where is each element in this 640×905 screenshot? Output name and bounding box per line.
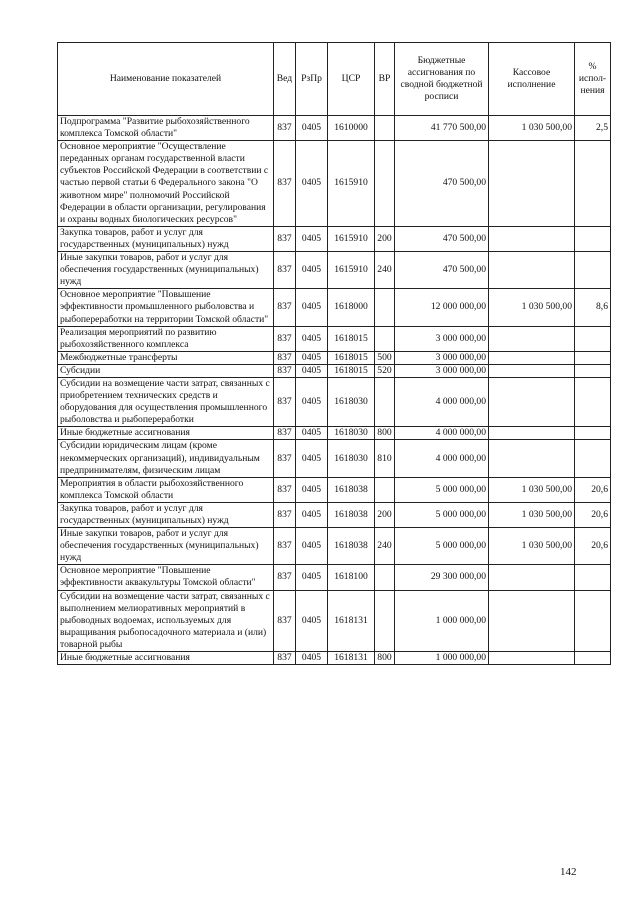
cell-vr: 500 [375,351,395,364]
table-row [58,652,611,665]
cell-budget: 12 000 000,00 [395,289,489,326]
cell-ved: 837 [274,326,296,351]
cell-ved: 837 [274,528,296,565]
cell-vr [375,141,395,227]
cell-name: Межбюджетные трансферты [58,351,274,364]
cell-budget: 1 000 000,00 [395,652,489,665]
table-row [58,502,611,527]
cell-cash: 1 030 500,00 [489,289,575,326]
cell-cash [489,252,575,289]
cell-pct [575,141,611,227]
cell-pct [575,252,611,289]
cell-budget: 470 500,00 [395,226,489,251]
header-budget: Бюджетные ассигнования по сводной бюджетной росписи [395,43,489,116]
table-row [58,528,611,565]
budget-execution-table [57,42,611,665]
cell-rzpr: 0405 [296,477,328,502]
cell-ved: 837 [274,289,296,326]
cell-vr [375,590,395,651]
header-name: Наименование показателей [58,43,274,116]
header-cash: Кассовое исполнение [489,43,575,116]
cell-pct: 20,6 [575,528,611,565]
cell-pct: 2,5 [575,116,611,141]
cell-csr: 1618030 [328,377,375,426]
cell-name: Субсидии на возмещение части затрат, связанных с выполнением мелиоративных мероприятий в рыбоводных водоемах, используемых для выращивания рыбопосадочного материала и (или) товарной рыбы [58,590,274,651]
cell-rzpr: 0405 [296,590,328,651]
cell-ved: 837 [274,252,296,289]
cell-cash [489,590,575,651]
cell-csr: 1618000 [328,289,375,326]
cell-ved: 837 [274,477,296,502]
cell-vr [375,565,395,590]
table-row [58,477,611,502]
cell-rzpr: 0405 [296,565,328,590]
cell-rzpr: 0405 [296,528,328,565]
cell-pct [575,226,611,251]
cell-pct [575,364,611,377]
cell-rzpr: 0405 [296,364,328,377]
cell-csr: 1615910 [328,141,375,227]
cell-rzpr: 0405 [296,252,328,289]
cell-pct: 20,6 [575,502,611,527]
cell-vr [375,326,395,351]
cell-cash [489,351,575,364]
cell-rzpr: 0405 [296,427,328,440]
cell-name: Субсидии [58,364,274,377]
cell-ved: 837 [274,377,296,426]
cell-csr: 1610000 [328,116,375,141]
header-csr: ЦСР [328,43,375,116]
cell-budget: 5 000 000,00 [395,528,489,565]
cell-cash [489,377,575,426]
cell-vr: 240 [375,252,395,289]
cell-budget: 3 000 000,00 [395,326,489,351]
cell-pct [575,440,611,477]
cell-rzpr: 0405 [296,351,328,364]
cell-cash [489,141,575,227]
cell-vr [375,377,395,426]
cell-name: Основное мероприятие "Осуществление переданных органам государственной власти субъектов Российской Федерации в соответствии с частью первой статьи 6 Федерального закона "О животном мире" полномочий Российской Федерации в области организации, регулирования и охраны водных биологических ресурсов" [58,141,274,227]
cell-rzpr: 0405 [296,502,328,527]
cell-csr: 1618131 [328,590,375,651]
cell-rzpr: 0405 [296,116,328,141]
cell-csr: 1618038 [328,528,375,565]
cell-vr: 800 [375,427,395,440]
table-row [58,326,611,351]
table-row [58,289,611,326]
header-ved: Вед [274,43,296,116]
cell-vr: 200 [375,226,395,251]
cell-rzpr: 0405 [296,652,328,665]
cell-csr: 1618038 [328,502,375,527]
cell-budget: 5 000 000,00 [395,502,489,527]
cell-pct [575,590,611,651]
cell-csr: 1615910 [328,226,375,251]
cell-pct [575,427,611,440]
cell-name: Иные закупки товаров, работ и услуг для обеспечения государственных (муниципальных) нужд [58,252,274,289]
cell-csr: 1618015 [328,364,375,377]
cell-cash: 1 030 500,00 [489,528,575,565]
cell-vr: 200 [375,502,395,527]
cell-pct [575,565,611,590]
cell-vr: 800 [375,652,395,665]
cell-csr: 1618015 [328,326,375,351]
cell-name: Основное мероприятие "Повышение эффективности промышленного рыболовства и рыбопереработки на территории Томской области" [58,289,274,326]
cell-csr: 1618038 [328,477,375,502]
cell-cash [489,565,575,590]
cell-ved: 837 [274,351,296,364]
cell-name: Закупка товаров, работ и услуг для государственных (муниципальных) нужд [58,502,274,527]
cell-cash [489,652,575,665]
cell-csr: 1618030 [328,427,375,440]
cell-pct: 8,6 [575,289,611,326]
cell-budget: 1 000 000,00 [395,590,489,651]
table-row [58,364,611,377]
cell-cash [489,326,575,351]
cell-name: Подпрограмма "Развитие рыбохозяйственного комплекса Томской области" [58,116,274,141]
cell-csr: 1618100 [328,565,375,590]
table-row [58,141,611,227]
cell-cash [489,427,575,440]
table-body [58,116,611,665]
cell-vr: 810 [375,440,395,477]
cell-name: Основное мероприятие "Повышение эффективности аквакультуры Томской области" [58,565,274,590]
cell-budget: 470 500,00 [395,141,489,227]
cell-cash: 1 030 500,00 [489,477,575,502]
cell-vr [375,289,395,326]
cell-rzpr: 0405 [296,326,328,351]
cell-ved: 837 [274,565,296,590]
cell-name: Субсидии юридическим лицам (кроме некоммерческих организаций), индивидуальным предпринимателям, физическим лицам [58,440,274,477]
cell-csr: 1618030 [328,440,375,477]
page-number: 142 [560,866,577,878]
table-header-row [58,43,611,116]
header-vr: ВР [375,43,395,116]
cell-ved: 837 [274,226,296,251]
cell-budget: 29 300 000,00 [395,565,489,590]
table-row [58,351,611,364]
cell-ved: 837 [274,440,296,477]
cell-vr: 240 [375,528,395,565]
header-rzpr: РзПр [296,43,328,116]
cell-name: Иные бюджетные ассигнования [58,652,274,665]
cell-name: Закупка товаров, работ и услуг для государственных (муниципальных) нужд [58,226,274,251]
cell-budget: 41 770 500,00 [395,116,489,141]
cell-rzpr: 0405 [296,226,328,251]
cell-pct [575,351,611,364]
cell-cash [489,364,575,377]
cell-csr: 1618131 [328,652,375,665]
cell-ved: 837 [274,652,296,665]
budget-table-sheet [57,42,611,665]
cell-name: Реализация мероприятий по развитию рыбохозяйственного комплекса [58,326,274,351]
cell-budget: 4 000 000,00 [395,427,489,440]
cell-ved: 837 [274,590,296,651]
cell-vr [375,116,395,141]
cell-budget: 470 500,00 [395,252,489,289]
cell-rzpr: 0405 [296,440,328,477]
cell-csr: 1618015 [328,351,375,364]
cell-budget: 4 000 000,00 [395,377,489,426]
table-row [58,116,611,141]
cell-name: Иные бюджетные ассигнования [58,427,274,440]
table-row [58,565,611,590]
cell-cash: 1 030 500,00 [489,116,575,141]
cell-name: Субсидии на возмещение части затрат, связанных с приобретением технических средств и оборудования для осуществления промышленного рыболовства и рыбопереработки [58,377,274,426]
table-row [58,252,611,289]
cell-pct [575,377,611,426]
cell-ved: 837 [274,364,296,377]
cell-budget: 5 000 000,00 [395,477,489,502]
cell-cash [489,440,575,477]
table-row [58,427,611,440]
cell-budget: 3 000 000,00 [395,364,489,377]
table-row [58,226,611,251]
cell-ved: 837 [274,141,296,227]
cell-cash: 1 030 500,00 [489,502,575,527]
cell-rzpr: 0405 [296,141,328,227]
cell-rzpr: 0405 [296,289,328,326]
cell-vr: 520 [375,364,395,377]
cell-cash [489,226,575,251]
table-row [58,440,611,477]
cell-ved: 837 [274,502,296,527]
cell-pct [575,326,611,351]
cell-name: Иные закупки товаров, работ и услуг для обеспечения государственных (муниципальных) нужд [58,528,274,565]
header-pct: % испол-нения [575,43,611,116]
cell-pct: 20,6 [575,477,611,502]
cell-rzpr: 0405 [296,377,328,426]
cell-ved: 837 [274,427,296,440]
cell-budget: 4 000 000,00 [395,440,489,477]
table-row [58,590,611,651]
table-row [58,377,611,426]
cell-vr [375,477,395,502]
cell-budget: 3 000 000,00 [395,351,489,364]
cell-ved: 837 [274,116,296,141]
cell-pct [575,652,611,665]
cell-csr: 1615910 [328,252,375,289]
cell-name: Мероприятия в области рыбохозяйственного комплекса Томской области [58,477,274,502]
